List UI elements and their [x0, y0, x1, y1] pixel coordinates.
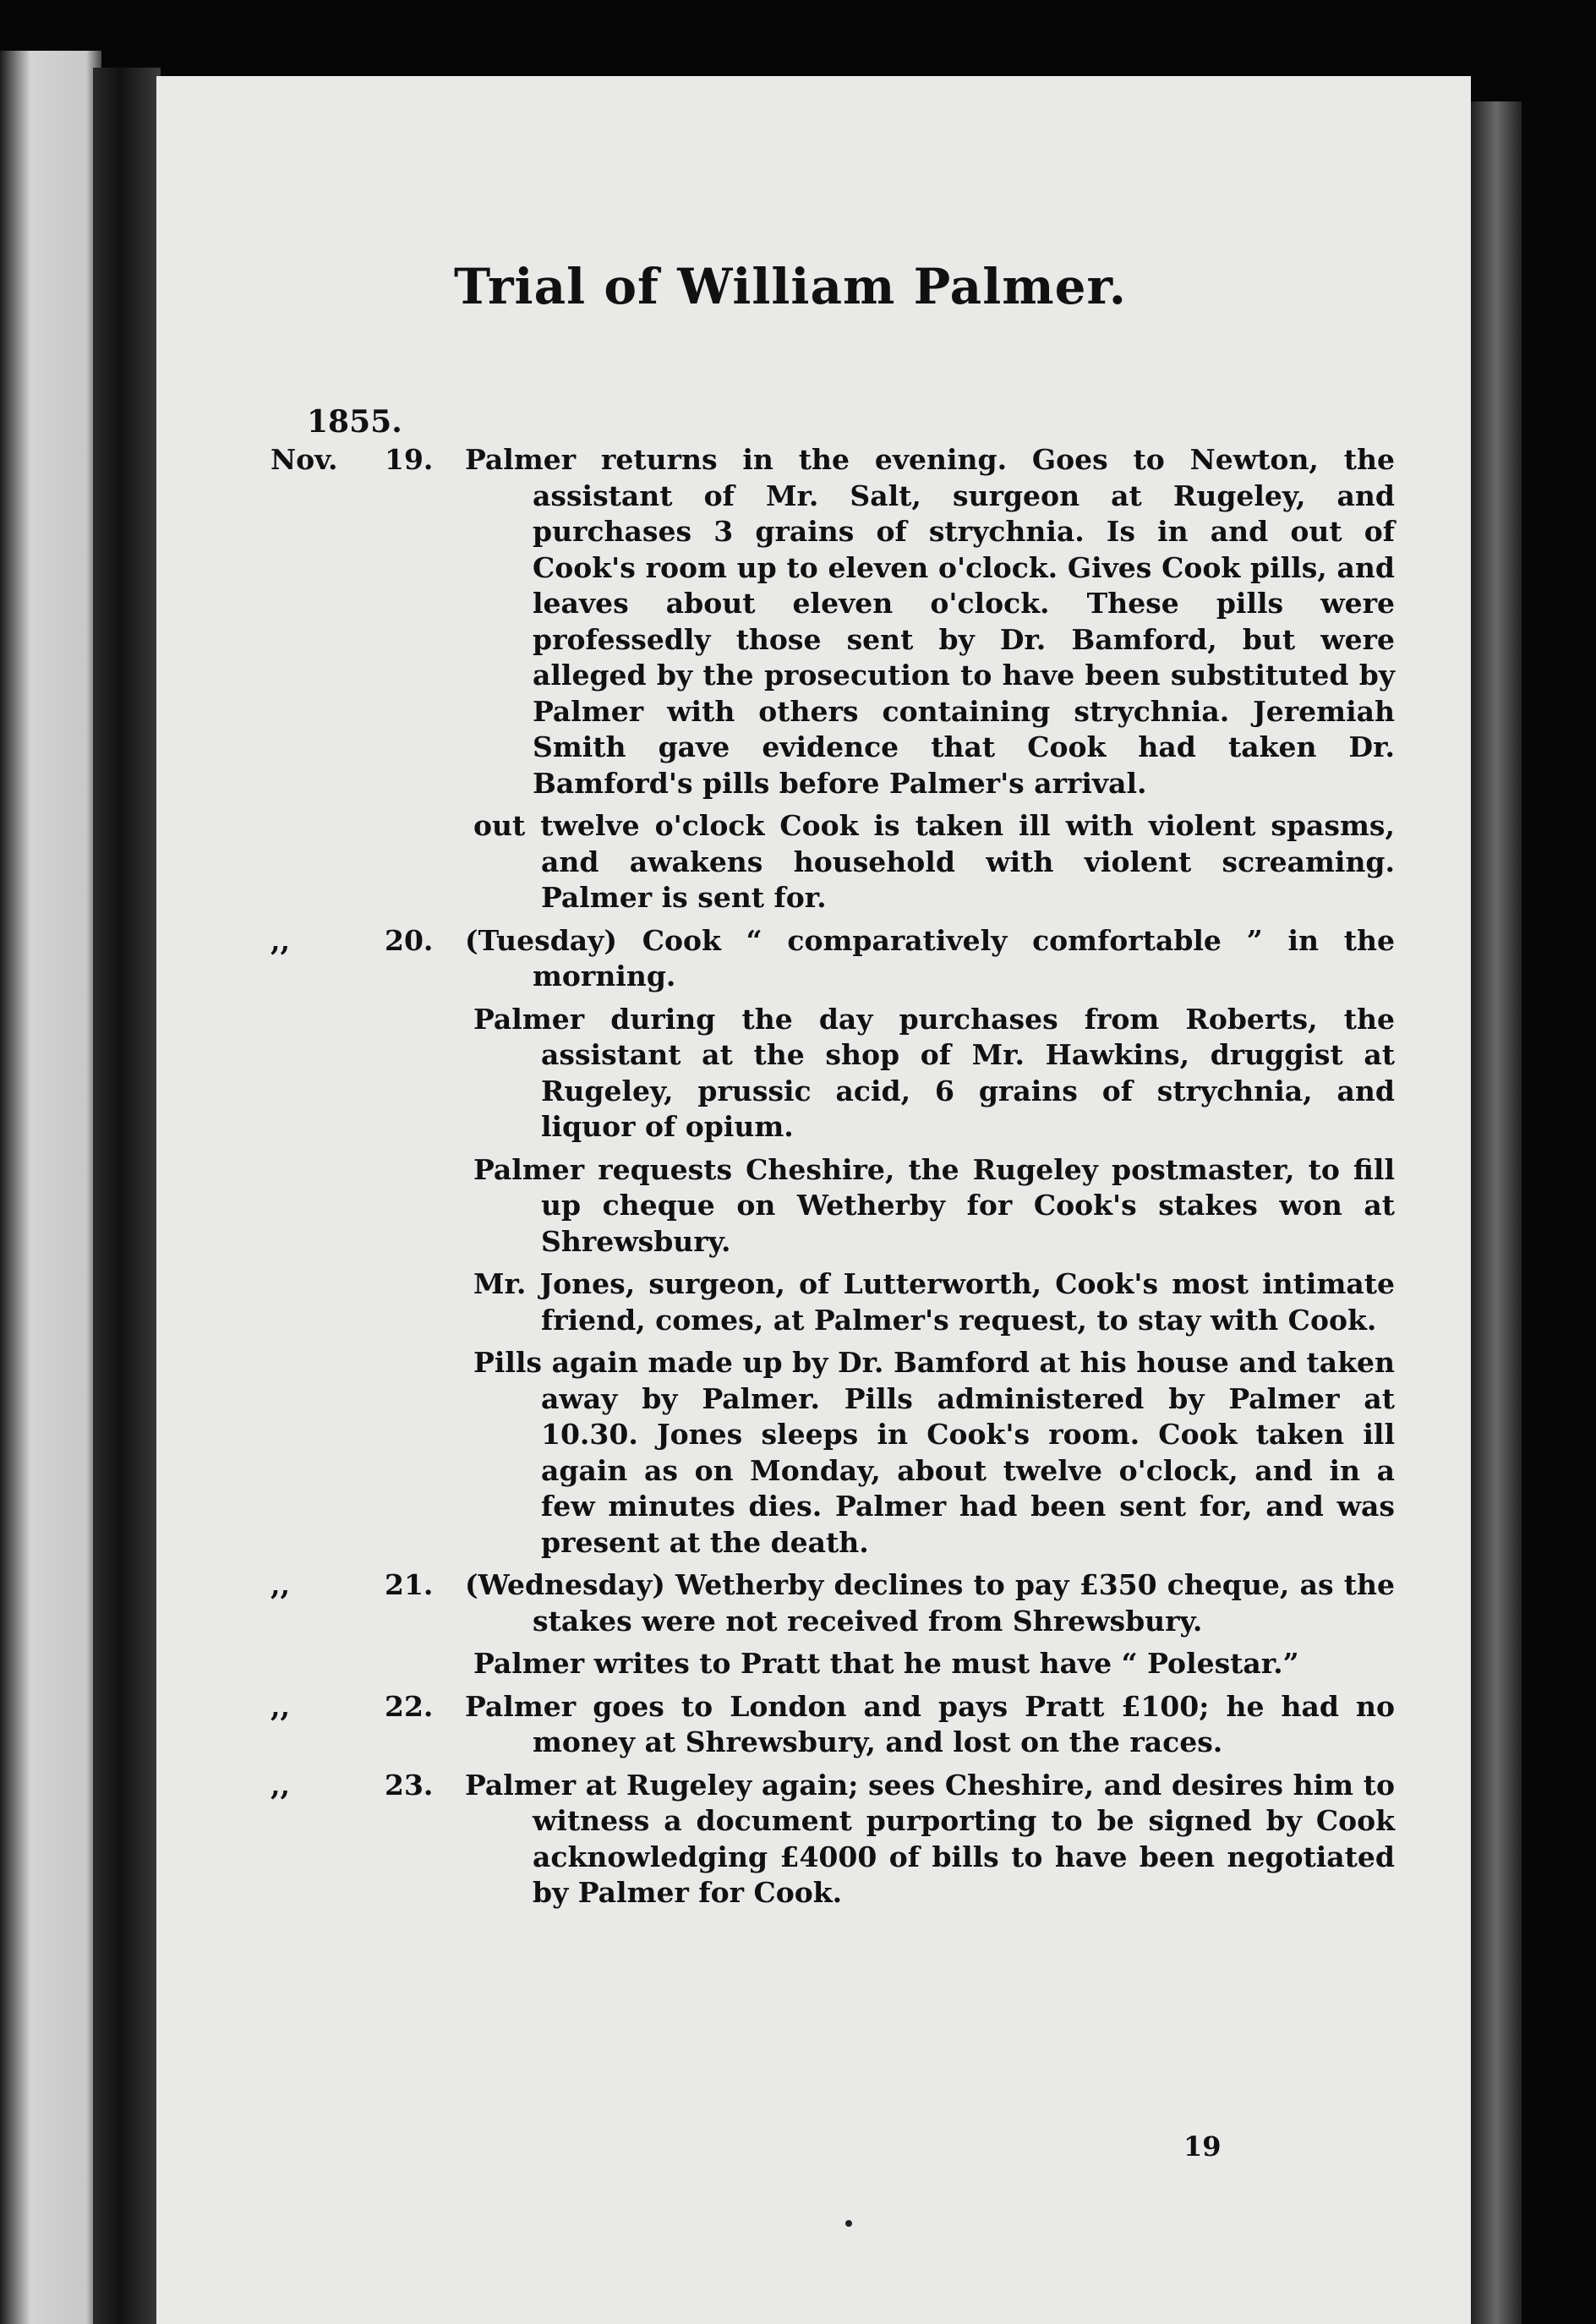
page-number: 19 [1183, 2130, 1222, 2163]
entry-paragraph: out twelve o'clock Cook is taken ill with violent spasms, and awakens household with violent screaming. Palmer is sent for. [473, 809, 1395, 914]
book-gutter [93, 68, 161, 2324]
entry-day: 21. [385, 1568, 434, 1601]
print-speck [845, 2220, 852, 2227]
entry-paragraph: Palmer returns in the evening. Goes to Newton, the assistant of Mr. Salt, surgeon at Rugeley, and purchases 3 grains of strychnia. Is in and out of Cook's room up to eleven o'clock. Gives Cook pills, and leaves about eleven o'clock. These pills were professedly those sent by Dr. Bamford, but were alleged by the prosecution to have been substituted by Palmer with others containing strychnia. Jeremiah Smith gave evidence that Cook had taken Dr. Bamford's pills before Palmer's arrival. [465, 443, 1395, 800]
entry-body [465, 923, 1395, 1561]
entry-day: 20. [385, 923, 434, 957]
entry-day: 23. [385, 1768, 434, 1802]
entry-paragraph: Palmer requests Cheshire, the Rugeley postmaster, to fill up cheque on Wetherby for Cook's stakes won at Shrewsbury. [473, 1152, 1395, 1258]
entry-paragraph: Mr. Jones, surgeon, of Lutterworth, Cook's most intimate friend, comes, at Palmer's request, to stay with Cook. [473, 1267, 1395, 1337]
entry-nov-23 [271, 1768, 1395, 1911]
entry-paragraph: (Tuesday) Cook “ comparatively comfortable ” in the morning. [465, 923, 1395, 992]
entry-nov-19 [271, 442, 1395, 916]
entry-month: Nov. [271, 443, 338, 476]
entry-paragraph: (Wednesday) Wetherby declines to pay £350 cheque, as the stakes were not received from Shrewsbury. [465, 1568, 1395, 1638]
page-title: Trial of William Palmer. [454, 258, 1127, 315]
entry-body [465, 1689, 1395, 1761]
entry-day: 22. [385, 1689, 434, 1723]
entry-day: 19. [385, 443, 434, 476]
entry-body [465, 442, 1395, 916]
entry-paragraph: Palmer during the day purchases from Roberts, the assistant at the shop of Mr. Hawkins, druggist at Rugeley, prussic acid, 6 grains of strychnia, and liquor of opium. [473, 1002, 1395, 1143]
previous-page-edge [0, 51, 101, 2324]
entry-paragraph: Pills again made up by Dr. Bamford at his house and taken away by Palmer. Pills administered by Palmer at 10.30. Jones sleeps in Cook's room. Cook taken ill again as on Monday, about twelve o'clock, and in a few minutes dies. Palmer had been sent for, and was present at the death. [473, 1346, 1395, 1559]
entry-paragraph: Palmer writes to Pratt that he must have “ Polestar.” [473, 1647, 1299, 1680]
entry-nov-20 [271, 923, 1395, 1561]
year-heading: 1855. [307, 404, 402, 440]
book-page [156, 76, 1471, 2324]
entry-body [465, 1768, 1395, 1911]
entry-month-ditto: ,, [271, 1768, 290, 1802]
entry-paragraph: Palmer goes to London and pays Pratt £100; he had no money at Shrewsbury, and lost on the races. [465, 1689, 1395, 1758]
entry-nov-22 [271, 1689, 1395, 1761]
entry-nov-21 [271, 1567, 1395, 1682]
page-stack-edge [1471, 101, 1522, 2324]
chronology-list [271, 442, 1395, 1918]
entry-month-ditto: ,, [271, 923, 290, 957]
entry-paragraph: Palmer at Rugeley again; sees Cheshire, and desires him to witness a document purporting to be signed by Cook acknowledging £4000 of bills to have been negotiated by Palmer for Cook. [465, 1768, 1395, 1909]
entry-month-ditto: ,, [271, 1689, 290, 1723]
entry-month-ditto: ,, [271, 1568, 290, 1601]
entry-body [465, 1567, 1395, 1682]
